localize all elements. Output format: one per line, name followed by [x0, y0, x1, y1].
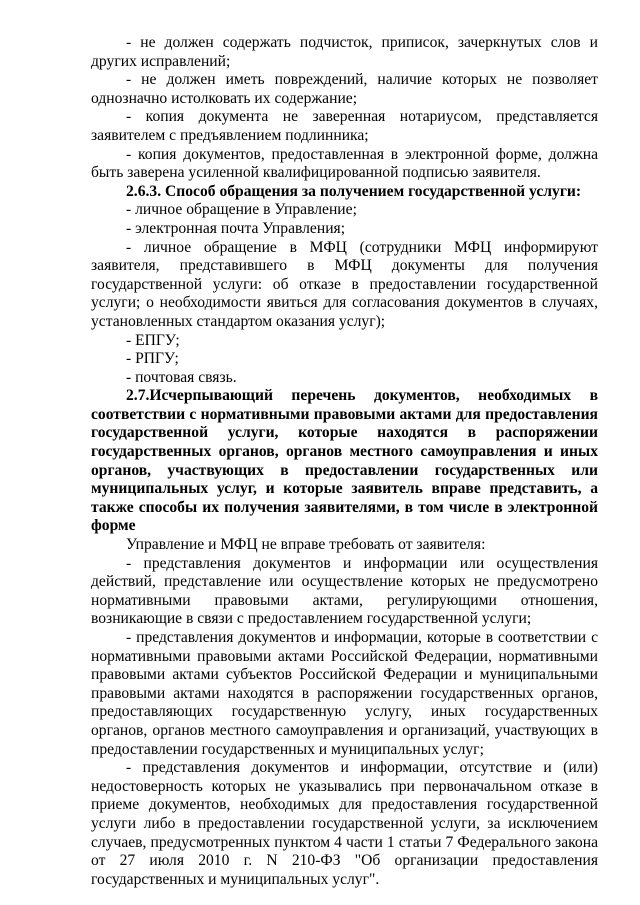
section-heading-2-6-3: 2.6.3. Способ обращения за получением государственной услуги: — [126, 182, 582, 200]
paragraph-electronic-copy: - копия документов, предоставленная в электронной форме, должна быть заверена усиленной квалифицированной подписью заявителя. — [91, 145, 598, 182]
paragraph-copy-not-notarized: - копия документа не заверенная нотариусом, представляется заявителем с предъявлением подлинника; — [91, 108, 598, 144]
paragraph-documents-not-required: - представления документов и информации или осуществления действий, представление или осуществление которых не предусмотрено нормативными правовыми актами, регулирующими отношения, возникающие в связи с предоставлением государственной услуги; — [91, 554, 598, 628]
paragraph-not-entitled: Управление и МФЦ не вправе требовать от заявителя: — [126, 536, 486, 554]
list-item-email: - электронная почта Управления; — [126, 219, 346, 237]
list-item-rpgu: - РПГУ; — [126, 350, 179, 368]
list-item-epgu: - ЕПГУ; — [126, 331, 180, 349]
list-item-mfc: - личное обращение в МФЦ (сотрудники МФЦ информируют заявителя, представившего в МФЦ документы для получения государственной услуги: об отказе в предоставлении государственной услуги; о необходимости явиться для согласования документов в случаях, установленных стандартом оказания услуг); — [91, 238, 598, 330]
paragraph-documents-in-possession: - представления документов и информации, которые в соответствии с нормативными правовыми актами Российской Федерации, нормативными правовыми актами субъектов Российской Федерации и муниципальными правовыми актами находятся в распоряжении государственных органов, предоставляющих государственную услугу, иных государственных органов, органов местного самоуправления и организаций, участвующих в предоставлении государственных и муниципальных услуг; — [91, 629, 598, 758]
section-heading-2-7: 2.7.Исчерпывающий перечень документов, необходимых в соответствии с нормативными правовыми актами для предоставления государственной услуги, которые находятся в распоряжении государственных органов, органов местного самоуправления и иных органов, участвующих в предоставлении государственных или муниципальных услуг, и которые заявитель вправе представить, а также способы их получения заявителями, в том числе в электронной форме — [91, 387, 598, 535]
paragraph-no-damage: - не должен иметь повреждений, наличие которых не позволяет однозначно истолковать их содержание; — [91, 71, 598, 107]
paragraph-no-erasures: - не должен содержать подчисток, приписок, зачеркнутых слов и других исправлений; — [91, 34, 598, 70]
list-item-personal-office: - личное обращение в Управление; — [126, 201, 357, 219]
document-body — [91, 34, 598, 889]
paragraph-documents-not-indicated: - представления документов и информации, отсутствие и (или) недостоверность которых не указывались при первоначальном отказе в приеме документов, необходимых для предоставления государственной услуги либо в предоставлении государственной услуги, за исключением случаев, предусмотренных пунктом 4 части 1 статьи 7 Федерального закона от 27 июля 2010 г. N 210-ФЗ "Об организации предоставления государственных и муниципальных услуг". — [91, 759, 598, 888]
list-item-post: - почтовая связь. — [126, 368, 237, 386]
